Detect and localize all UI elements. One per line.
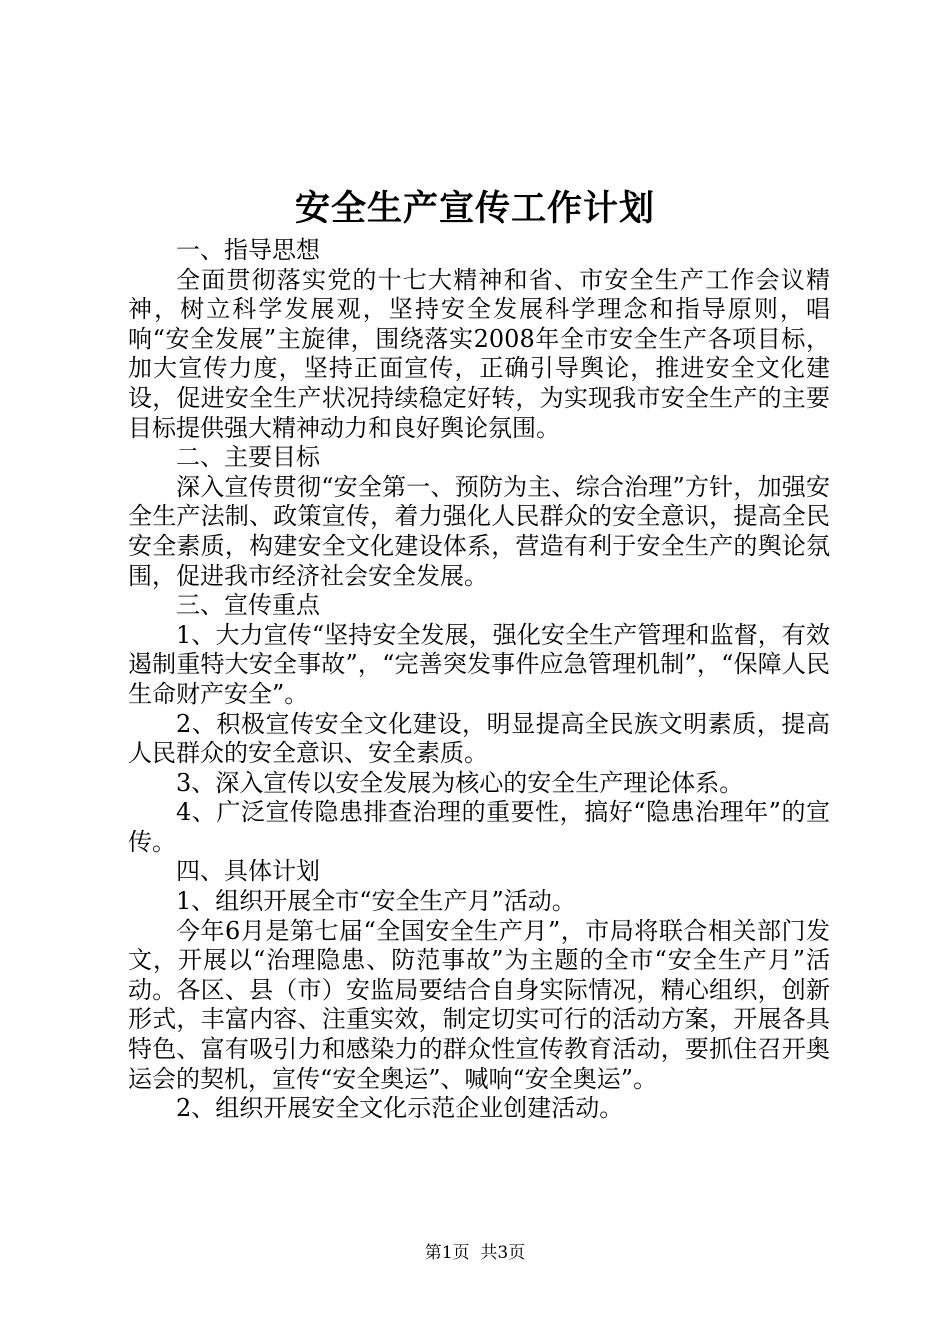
section-heading: 四、具体计划 [176, 857, 320, 886]
body-paragraph: 1、大力宣传“坚持安全发展，强化安全生产管理和监督，有效遏制重特大安全事故”，“完善突发事件应急管理机制”，“保障人民生命财产安全”。 [128, 620, 830, 708]
body-paragraph: 全面贯彻落实党的十七大精神和省、市安全生产工作会议精神，树立科学发展观，坚持安全发展科学理念和指导原则，唱响“安全发展”主旋律，围绕落实2008年全市安全生产各项目标，加大宣传力度，坚持正面宣传，正确引导舆论，推进安全文化建设，促进安全生产状况持续稳定好转，为实现我市安全生产的主要目标提供强大精神动力和良好舆论氛围。 [128, 265, 830, 442]
body-paragraph: 1、组织开展全市“安全生产月”活动。 [176, 887, 576, 916]
section-heading: 三、宣传重点 [176, 591, 320, 620]
body-paragraph: 3、深入宣传以安全发展为核心的安全生产理论体系。 [176, 768, 744, 797]
body-paragraph: 深入宣传贯彻“安全第一、预防为主、综合治理”方针，加强安全生产法制、政策宣传，着力强化人民群众的安全意识，提高全民安全素质，构建安全文化建设体系，营造有利于安全生产的舆论氛围，促进我市经济社会安全发展。 [128, 472, 830, 590]
body-paragraph: 2、积极宣传安全文化建设，明显提高全民族文明素质，提高人民群众的安全意识、安全素质。 [128, 709, 830, 768]
section-heading: 二、主要目标 [176, 443, 320, 472]
document-title: 安全生产宣传工作计划 [294, 188, 655, 229]
section-heading: 一、指导思想 [176, 236, 320, 264]
document-body [128, 236, 830, 1124]
body-paragraph: 今年6月是第七届“全国安全生产月”，市局将联合相关部门发文，开展以“治理隐患、防范事故”为主题的全市“安全生产月”活动。各区、县（市）安监局要结合自身实际情况，精心组织，创新形式，丰富内容、注重实效，制定切实可行的活动方案，开展各具特色、富有吸引力和感染力的群众性宣传教育活动，要抓住召开奥运会的契机，宣传“安全奥运”、喊响“安全奥运”。 [128, 916, 830, 1093]
page-number-footer: 第1页 共3页 [424, 1243, 526, 1263]
body-paragraph: 2、组织开展安全文化示范企业创建活动。 [176, 1094, 624, 1123]
body-paragraph: 4、广泛宣传隐患排查治理的重要性，搞好“隐患治理年”的宣传。 [128, 798, 830, 856]
